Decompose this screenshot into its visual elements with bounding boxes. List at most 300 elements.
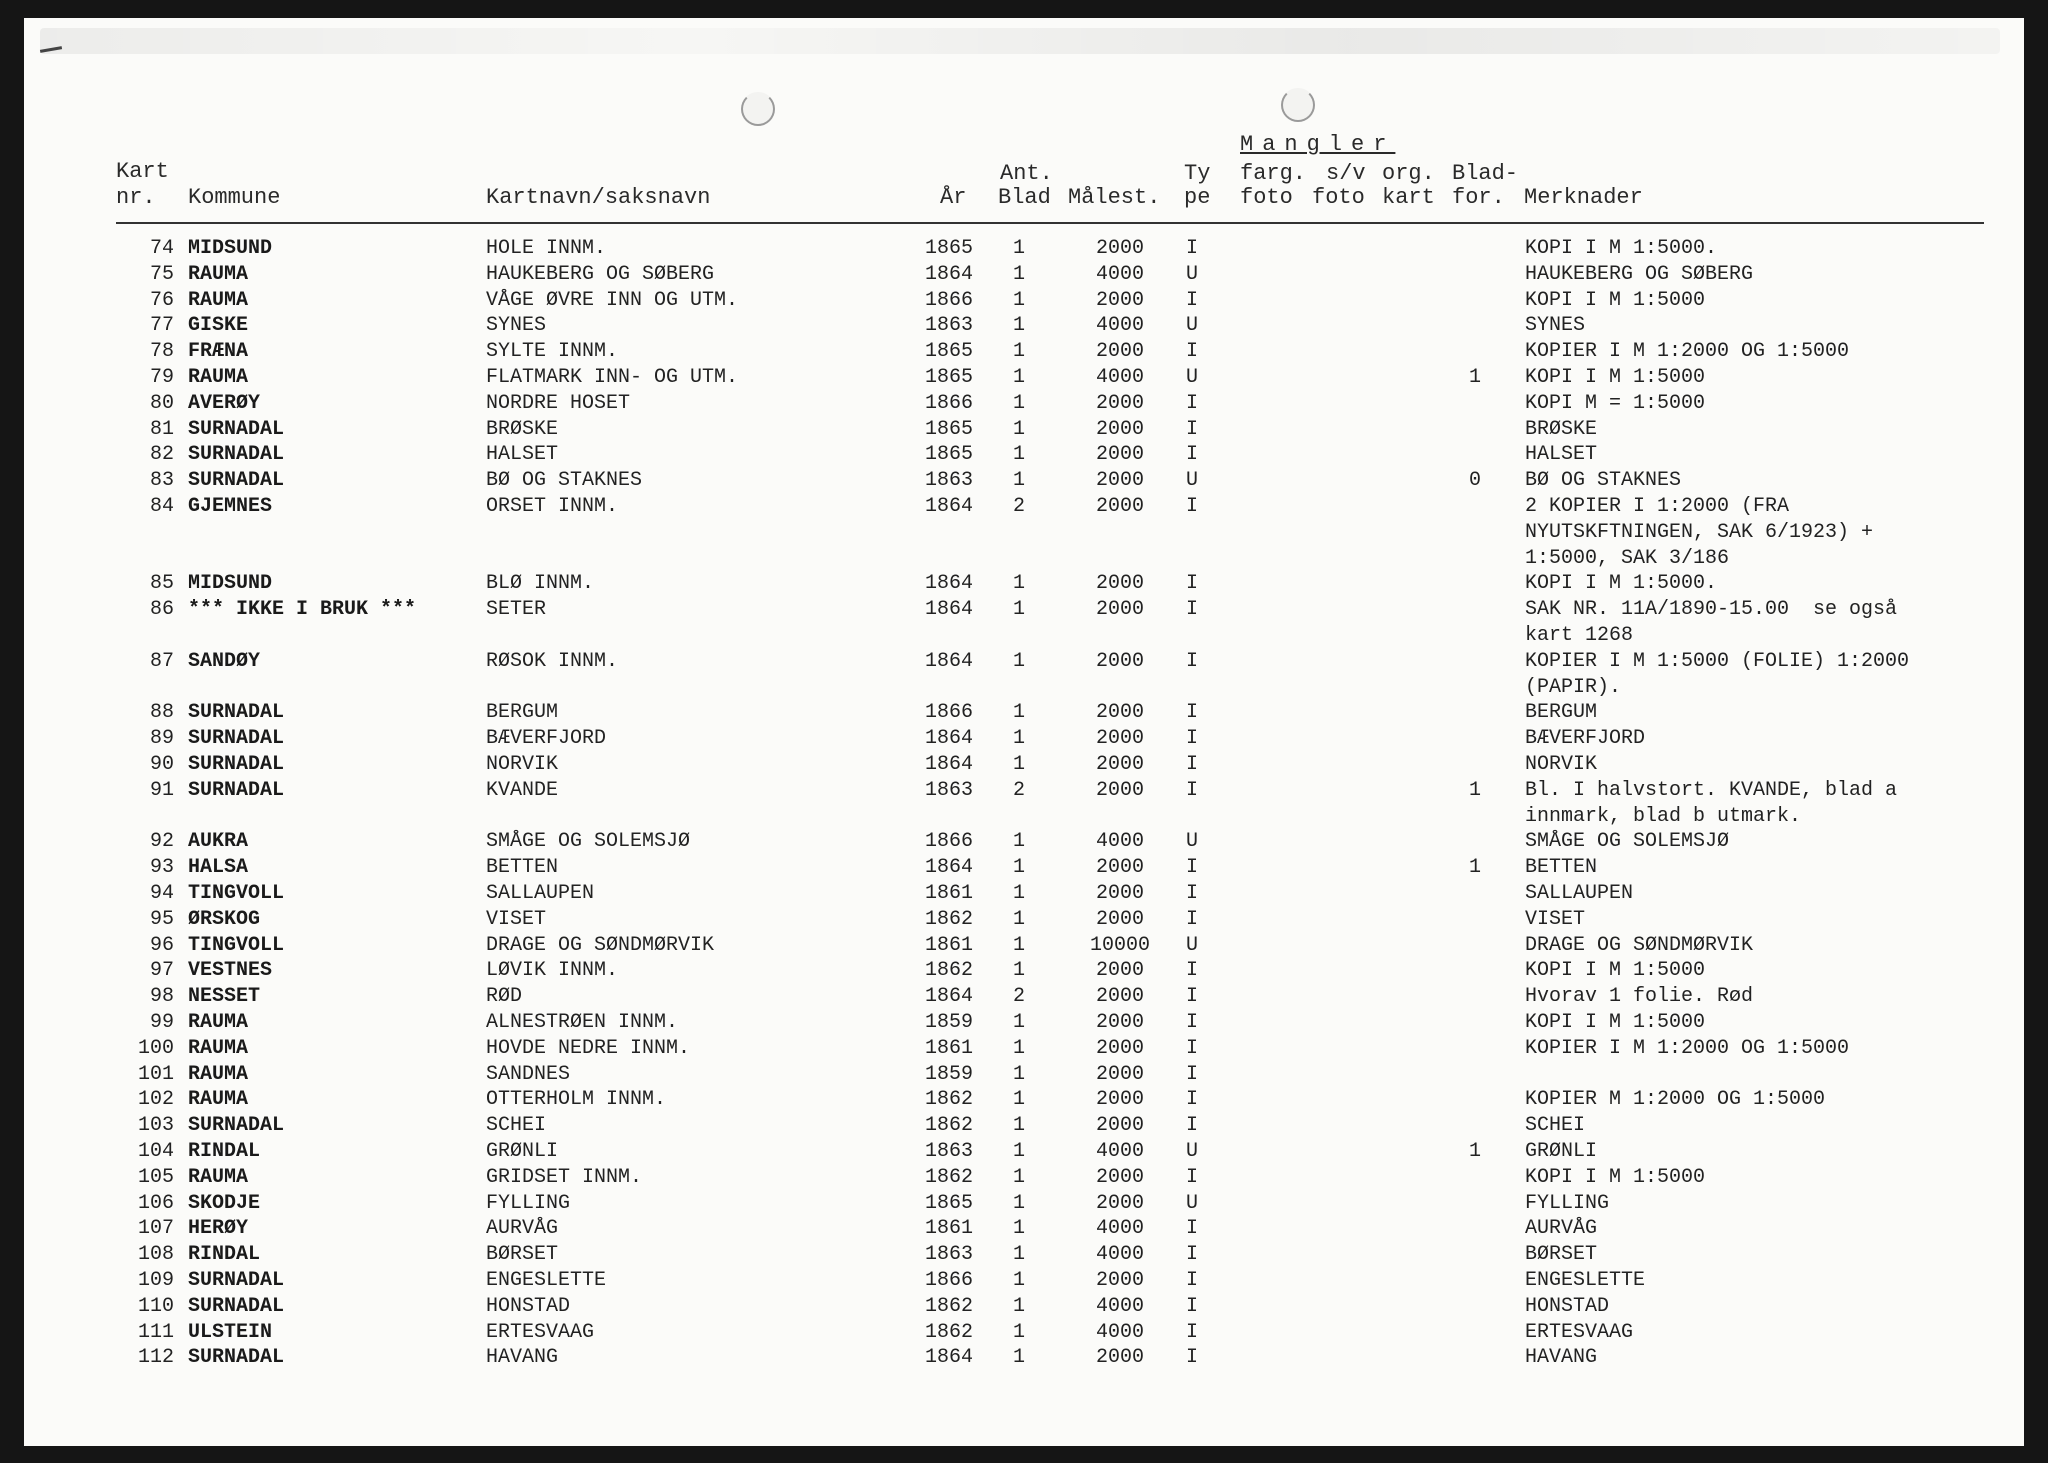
malestokk-cell: 2000 xyxy=(1095,1166,1144,1189)
merknad-line: HALSET xyxy=(1525,443,1598,466)
kommune-cell: RAUMA xyxy=(188,263,249,286)
type-cell: I xyxy=(1185,856,1198,879)
kartnavn-cell: ORSET INNM. xyxy=(486,495,619,518)
merknad-line: ERTESVAAG xyxy=(1525,1321,1634,1344)
ant-blad-cell: 1 xyxy=(1012,289,1025,312)
kommune-cell: HALSA xyxy=(188,856,249,879)
type-cell: I xyxy=(1185,779,1198,802)
col-type-line1: Ty xyxy=(1184,161,1211,186)
kartnavn-cell: BERGUM xyxy=(486,701,559,724)
kartnavn-cell: AURVÅG xyxy=(486,1217,559,1240)
kommune-cell: ØRSKOG xyxy=(188,908,261,931)
kommune-cell: RINDAL xyxy=(188,1140,261,1163)
table-row xyxy=(0,958,2048,984)
type-cell: I xyxy=(1185,753,1198,776)
kartnavn-cell: NORVIK xyxy=(486,753,559,776)
table-row xyxy=(0,468,2048,494)
merknad-line: 1:5000, SAK 3/186 xyxy=(1525,547,1730,570)
merknad-line: KOPI I M 1:5000 xyxy=(1525,959,1706,982)
aar-cell: 1862 xyxy=(925,1321,974,1344)
malestokk-cell: 4000 xyxy=(1095,263,1144,286)
kartnavn-cell: LØVIK INNM. xyxy=(486,959,619,982)
col-blad-for-line2: for. xyxy=(1452,185,1505,210)
kommune-cell: SURNADAL xyxy=(188,779,285,802)
type-cell: I xyxy=(1185,1088,1198,1111)
aar-cell: 1859 xyxy=(925,1063,974,1086)
kartnavn-cell: ALNESTRØEN INNM. xyxy=(486,1011,679,1034)
punch-hole-right xyxy=(1281,88,1315,122)
kommune-cell: SURNADAL xyxy=(188,701,285,724)
kartnavn-cell: HONSTAD xyxy=(486,1295,571,1318)
table-row xyxy=(0,1062,2048,1088)
ant-blad-cell: 1 xyxy=(1012,263,1025,286)
kart-nr-cell: 105 xyxy=(137,1166,174,1189)
merknad-line: 2 KOPIER I 1:2000 (FRA xyxy=(1525,495,1790,518)
ant-blad-cell: 1 xyxy=(1012,1295,1025,1318)
aar-cell: 1864 xyxy=(925,856,974,879)
kart-nr-cell: 84 xyxy=(149,495,174,518)
ant-blad-cell: 1 xyxy=(1012,1217,1025,1240)
type-cell: I xyxy=(1185,959,1198,982)
type-cell: U xyxy=(1185,469,1198,492)
col-kart-nr-line2: nr. xyxy=(116,185,156,210)
malestokk-cell: 4000 xyxy=(1095,1295,1144,1318)
aar-cell: 1866 xyxy=(925,830,974,853)
kommune-cell: RAUMA xyxy=(188,1037,249,1060)
malestokk-cell: 2000 xyxy=(1095,779,1144,802)
kartnavn-cell: RØSOK INNM. xyxy=(486,650,619,673)
kart-nr-cell: 106 xyxy=(137,1192,174,1215)
kart-nr-cell: 93 xyxy=(149,856,174,879)
col-sv-foto-line1: s/v xyxy=(1326,161,1366,186)
type-cell: I xyxy=(1185,1166,1198,1189)
kartnavn-cell: GRØNLI xyxy=(486,1140,559,1163)
blad-for-cell: 1 xyxy=(1468,779,1481,802)
table-row xyxy=(0,1139,2048,1165)
col-type-line2: pe xyxy=(1184,185,1211,210)
ant-blad-cell: 1 xyxy=(1012,1114,1025,1137)
type-cell: I xyxy=(1185,572,1198,595)
ant-blad-cell: 1 xyxy=(1012,1166,1025,1189)
kartnavn-cell: ERTESVAAG xyxy=(486,1321,595,1344)
malestokk-cell: 4000 xyxy=(1095,1243,1144,1266)
malestokk-cell: 4000 xyxy=(1095,1217,1144,1240)
col-blad-for-line1: Blad- xyxy=(1452,161,1519,186)
ant-blad-cell: 1 xyxy=(1012,727,1025,750)
kommune-cell: RAUMA xyxy=(188,1166,249,1189)
table-row xyxy=(0,1320,2048,1346)
merknad-line: SMÅGE OG SOLEMSJØ xyxy=(1525,830,1730,853)
table-row xyxy=(0,649,2048,699)
kart-nr-cell: 103 xyxy=(137,1114,174,1137)
kart-nr-cell: 82 xyxy=(149,443,174,466)
col-org-kart-line2: kart xyxy=(1382,185,1435,210)
kartnavn-cell: SANDNES xyxy=(486,1063,571,1086)
kartnavn-cell: HOLE INNM. xyxy=(486,237,607,260)
malestokk-cell: 2000 xyxy=(1095,392,1144,415)
aar-cell: 1865 xyxy=(925,418,974,441)
ant-blad-cell: 1 xyxy=(1012,753,1025,776)
kart-nr-cell: 90 xyxy=(149,753,174,776)
kartnavn-cell: BRØSKE xyxy=(486,418,559,441)
aar-cell: 1863 xyxy=(925,779,974,802)
kart-nr-cell: 79 xyxy=(149,366,174,389)
table-row xyxy=(0,597,2048,647)
aar-cell: 1865 xyxy=(925,366,974,389)
col-merknader: Merknader xyxy=(1524,185,1643,210)
blad-for-cell: 0 xyxy=(1468,469,1481,492)
merknad-line: NORVIK xyxy=(1525,753,1598,776)
type-cell: I xyxy=(1185,1037,1198,1060)
kartnavn-cell: SYLTE INNM. xyxy=(486,340,619,363)
aar-cell: 1865 xyxy=(925,237,974,260)
aar-cell: 1864 xyxy=(925,753,974,776)
table-row xyxy=(0,1087,2048,1113)
kart-nr-cell: 86 xyxy=(149,598,174,621)
merknad-line: SYNES xyxy=(1525,314,1586,337)
kartnavn-cell: VISET xyxy=(486,908,547,931)
merknad-line: DRAGE OG SØNDMØRVIK xyxy=(1525,934,1754,957)
ant-blad-cell: 1 xyxy=(1012,908,1025,931)
ant-blad-cell: 2 xyxy=(1012,779,1025,802)
malestokk-cell: 2000 xyxy=(1095,340,1144,363)
ant-blad-cell: 1 xyxy=(1012,1140,1025,1163)
kommune-cell: GISKE xyxy=(188,314,249,337)
table-row xyxy=(0,752,2048,778)
table-row xyxy=(0,236,2048,262)
ant-blad-cell: 1 xyxy=(1012,1037,1025,1060)
col-org-kart-line1: org. xyxy=(1382,161,1435,186)
type-cell: U xyxy=(1185,830,1198,853)
kartnavn-cell: GRIDSET INNM. xyxy=(486,1166,643,1189)
blad-for-cell: 1 xyxy=(1468,856,1481,879)
ant-blad-cell: 1 xyxy=(1012,934,1025,957)
kart-nr-cell: 76 xyxy=(149,289,174,312)
merknad-line: NYUTSKFTNINGEN, SAK 6/1923) + xyxy=(1525,521,1874,544)
kommune-cell: SURNADAL xyxy=(188,443,285,466)
malestokk-cell: 2000 xyxy=(1095,443,1144,466)
ant-blad-cell: 1 xyxy=(1012,392,1025,415)
kart-nr-cell: 112 xyxy=(137,1346,174,1369)
malestokk-cell: 2000 xyxy=(1095,650,1144,673)
kartnavn-cell: BÆVERFJORD xyxy=(486,727,607,750)
ant-blad-cell: 1 xyxy=(1012,572,1025,595)
kommune-cell: RAUMA xyxy=(188,1063,249,1086)
ant-blad-cell: 1 xyxy=(1012,1321,1025,1344)
merknad-line: GRØNLI xyxy=(1525,1140,1598,1163)
kartnavn-cell: HAUKEBERG OG SØBERG xyxy=(486,263,715,286)
kommune-cell: SANDØY xyxy=(188,650,261,673)
ant-blad-cell: 1 xyxy=(1012,237,1025,260)
table-row xyxy=(0,494,2048,570)
table-row xyxy=(0,1345,2048,1371)
table-row xyxy=(0,1165,2048,1191)
kart-nr-cell: 80 xyxy=(149,392,174,415)
table-row xyxy=(0,391,2048,417)
merknad-line: FYLLING xyxy=(1525,1192,1610,1215)
merknad-line: HAVANG xyxy=(1525,1346,1598,1369)
kommune-cell: SURNADAL xyxy=(188,418,285,441)
merknad-line: KOPI I M 1:5000 xyxy=(1525,1166,1706,1189)
malestokk-cell: 2000 xyxy=(1095,469,1144,492)
table-row xyxy=(0,571,2048,597)
aar-cell: 1864 xyxy=(925,263,974,286)
kart-nr-cell: 107 xyxy=(137,1217,174,1240)
table-row xyxy=(0,933,2048,959)
type-cell: I xyxy=(1185,1011,1198,1034)
aar-cell: 1866 xyxy=(925,392,974,415)
kommune-cell: SURNADAL xyxy=(188,1269,285,1292)
merknad-line: KOPIER M 1:2000 OG 1:5000 xyxy=(1525,1088,1826,1111)
ant-blad-cell: 1 xyxy=(1012,314,1025,337)
kommune-cell: SURNADAL xyxy=(188,469,285,492)
kart-nr-cell: 89 xyxy=(149,727,174,750)
type-cell: I xyxy=(1185,908,1198,931)
kart-nr-cell: 88 xyxy=(149,701,174,724)
merknad-line: Bl. I halvstort. KVANDE, blad a xyxy=(1525,779,1898,802)
merknad-line: KOPI I M 1:5000 xyxy=(1525,289,1706,312)
col-farg-foto-line1: farg. xyxy=(1240,161,1307,186)
malestokk-cell: 2000 xyxy=(1095,1088,1144,1111)
blad-for-cell: 1 xyxy=(1468,366,1481,389)
ant-blad-cell: 1 xyxy=(1012,418,1025,441)
table-row xyxy=(0,1242,2048,1268)
merknad-line: kart 1268 xyxy=(1525,624,1634,647)
aar-cell: 1864 xyxy=(925,985,974,1008)
ant-blad-cell: 1 xyxy=(1012,830,1025,853)
kart-nr-cell: 102 xyxy=(137,1088,174,1111)
aar-cell: 1864 xyxy=(925,598,974,621)
malestokk-cell: 2000 xyxy=(1095,856,1144,879)
type-cell: I xyxy=(1185,1269,1198,1292)
merknad-line: BØRSET xyxy=(1525,1243,1598,1266)
kommune-cell: AVERØY xyxy=(188,392,261,415)
merknad-line: SCHEI xyxy=(1525,1114,1586,1137)
merknad-line: BERGUM xyxy=(1525,701,1598,724)
merknad-line: KOPI I M 1:5000. xyxy=(1525,572,1718,595)
aar-cell: 1864 xyxy=(925,727,974,750)
merknad-line: HAUKEBERG OG SØBERG xyxy=(1525,263,1754,286)
ant-blad-cell: 1 xyxy=(1012,1063,1025,1086)
type-cell: I xyxy=(1185,727,1198,750)
type-cell: I xyxy=(1185,1321,1198,1344)
table-row xyxy=(0,339,2048,365)
aar-cell: 1866 xyxy=(925,701,974,724)
merknad-line: VISET xyxy=(1525,908,1586,931)
table-row xyxy=(0,1294,2048,1320)
kartnavn-cell: SMÅGE OG SOLEMSJØ xyxy=(486,830,691,853)
kart-nr-cell: 85 xyxy=(149,572,174,595)
kart-nr-cell: 96 xyxy=(149,934,174,957)
malestokk-cell: 2000 xyxy=(1095,1192,1144,1215)
malestokk-cell: 2000 xyxy=(1095,598,1144,621)
ant-blad-cell: 1 xyxy=(1012,650,1025,673)
mangler-heading: Mangler xyxy=(1240,132,1396,157)
malestokk-cell: 2000 xyxy=(1095,908,1144,931)
kart-nr-cell: 100 xyxy=(137,1037,174,1060)
col-ant-blad-line2: Blad xyxy=(998,185,1051,210)
ant-blad-cell: 1 xyxy=(1012,856,1025,879)
ant-blad-cell: 1 xyxy=(1012,1192,1025,1215)
type-cell: I xyxy=(1185,443,1198,466)
malestokk-cell: 2000 xyxy=(1095,959,1144,982)
kart-nr-cell: 83 xyxy=(149,469,174,492)
kommune-cell: ULSTEIN xyxy=(188,1321,273,1344)
malestokk-cell: 2000 xyxy=(1095,882,1144,905)
kommune-cell: SURNADAL xyxy=(188,1295,285,1318)
aar-cell: 1865 xyxy=(925,443,974,466)
malestokk-cell: 2000 xyxy=(1095,1011,1144,1034)
aar-cell: 1863 xyxy=(925,314,974,337)
aar-cell: 1862 xyxy=(925,1166,974,1189)
kartnavn-cell: HOVDE NEDRE INNM. xyxy=(486,1037,691,1060)
ant-blad-cell: 1 xyxy=(1012,1088,1025,1111)
kart-nr-cell: 95 xyxy=(149,908,174,931)
merknad-line: BÆVERFJORD xyxy=(1525,727,1646,750)
kommune-cell: SURNADAL xyxy=(188,1346,285,1369)
kart-nr-cell: 104 xyxy=(137,1140,174,1163)
table-row xyxy=(0,417,2048,443)
kart-nr-cell: 110 xyxy=(137,1295,174,1318)
merknad-line: SAK NR. 11A/1890-15.00 se også xyxy=(1525,598,1898,621)
aar-cell: 1863 xyxy=(925,1140,974,1163)
table-row xyxy=(0,313,2048,339)
kart-nr-cell: 92 xyxy=(149,830,174,853)
table-row xyxy=(0,1191,2048,1217)
aar-cell: 1859 xyxy=(925,1011,974,1034)
ant-blad-cell: 1 xyxy=(1012,1346,1025,1369)
col-farg-foto-line2: foto xyxy=(1240,185,1293,210)
kommune-cell: SURNADAL xyxy=(188,753,285,776)
kartnavn-cell: BETTEN xyxy=(486,856,559,879)
table-row xyxy=(0,1036,2048,1062)
malestokk-cell: 2000 xyxy=(1095,1063,1144,1086)
type-cell: I xyxy=(1185,1114,1198,1137)
merknad-line: KOPI I M 1:5000 xyxy=(1525,1011,1706,1034)
malestokk-cell: 4000 xyxy=(1095,1140,1144,1163)
table-row xyxy=(0,881,2048,907)
kommune-cell: RAUMA xyxy=(188,289,249,312)
merknad-line: KOPIER I M 1:2000 OG 1:5000 xyxy=(1525,1037,1850,1060)
malestokk-cell: 2000 xyxy=(1095,727,1144,750)
col-malestokk: Målest. xyxy=(1068,185,1161,210)
aar-cell: 1866 xyxy=(925,289,974,312)
ant-blad-cell: 1 xyxy=(1012,882,1025,905)
table-row xyxy=(0,907,2048,933)
kommune-cell: RINDAL xyxy=(188,1243,261,1266)
type-cell: I xyxy=(1185,237,1198,260)
kommune-cell: TINGVOLL xyxy=(188,934,285,957)
ant-blad-cell: 1 xyxy=(1012,443,1025,466)
aar-cell: 1861 xyxy=(925,1217,974,1240)
kart-nr-cell: 91 xyxy=(149,779,174,802)
aar-cell: 1863 xyxy=(925,1243,974,1266)
malestokk-cell: 2000 xyxy=(1095,1346,1144,1369)
kart-nr-cell: 99 xyxy=(149,1011,174,1034)
type-cell: U xyxy=(1185,263,1198,286)
ant-blad-cell: 1 xyxy=(1012,340,1025,363)
kartnavn-cell: OTTERHOLM INNM. xyxy=(486,1088,667,1111)
kommune-cell: HERØY xyxy=(188,1217,249,1240)
aar-cell: 1864 xyxy=(925,572,974,595)
kartnavn-cell: SYNES xyxy=(486,314,547,337)
malestokk-cell: 2000 xyxy=(1095,495,1144,518)
col-kommune: Kommune xyxy=(188,185,281,210)
ant-blad-cell: 1 xyxy=(1012,598,1025,621)
col-kart-nr-line1: Kart xyxy=(116,159,169,184)
merknad-line: Hvorav 1 folie. Rød xyxy=(1525,985,1754,1008)
table-row xyxy=(0,365,2048,391)
kommune-cell: RAUMA xyxy=(188,1088,249,1111)
kommune-cell: AUKRA xyxy=(188,830,249,853)
merknad-line: KOPIER I M 1:5000 (FOLIE) 1:2000 xyxy=(1525,650,1910,673)
kommune-cell: SKODJE xyxy=(188,1192,261,1215)
merknad-line: BRØSKE xyxy=(1525,418,1598,441)
type-cell: U xyxy=(1185,1140,1198,1163)
kart-nr-cell: 109 xyxy=(137,1269,174,1292)
table-row xyxy=(0,262,2048,288)
kart-nr-cell: 77 xyxy=(149,314,174,337)
kartnavn-cell: ENGESLETTE xyxy=(486,1269,607,1292)
malestokk-cell: 2000 xyxy=(1095,1114,1144,1137)
malestokk-cell: 4000 xyxy=(1095,1321,1144,1344)
malestokk-cell: 2000 xyxy=(1095,1269,1144,1292)
aar-cell: 1864 xyxy=(925,495,974,518)
merknad-line: KOPI I M 1:5000. xyxy=(1525,237,1718,260)
kommune-cell: RAUMA xyxy=(188,366,249,389)
kartnavn-cell: NORDRE HOSET xyxy=(486,392,631,415)
kartnavn-cell: FYLLING xyxy=(486,1192,571,1215)
col-sv-foto-line2: foto xyxy=(1312,185,1365,210)
ant-blad-cell: 1 xyxy=(1012,959,1025,982)
table-row xyxy=(0,726,2048,752)
type-cell: I xyxy=(1185,1346,1198,1369)
kommune-cell: NESSET xyxy=(188,985,261,1008)
type-cell: I xyxy=(1185,701,1198,724)
col-ant-blad-line1: Ant. xyxy=(1000,161,1053,186)
aar-cell: 1866 xyxy=(925,1269,974,1292)
kommune-cell: TINGVOLL xyxy=(188,882,285,905)
kart-nr-cell: 97 xyxy=(149,959,174,982)
kartnavn-cell: KVANDE xyxy=(486,779,559,802)
kommune-cell: RAUMA xyxy=(188,1011,249,1034)
merknad-line: ENGESLETTE xyxy=(1525,1269,1646,1292)
malestokk-cell: 2000 xyxy=(1095,289,1144,312)
merknad-line: innmark, blad b utmark. xyxy=(1525,805,1802,828)
malestokk-cell: 2000 xyxy=(1095,418,1144,441)
kommune-cell: SURNADAL xyxy=(188,727,285,750)
type-cell: U xyxy=(1185,934,1198,957)
kommune-cell: MIDSUND xyxy=(188,572,273,595)
kommune-cell: *** IKKE I BRUK *** xyxy=(188,598,417,621)
scan-shadow xyxy=(40,28,2000,54)
aar-cell: 1862 xyxy=(925,959,974,982)
malestokk-cell: 4000 xyxy=(1095,830,1144,853)
type-cell: I xyxy=(1185,340,1198,363)
merknad-line: BØ OG STAKNES xyxy=(1525,469,1682,492)
ant-blad-cell: 1 xyxy=(1012,1243,1025,1266)
table-row xyxy=(0,442,2048,468)
malestokk-cell: 2000 xyxy=(1095,237,1144,260)
kart-nr-cell: 101 xyxy=(137,1063,174,1086)
type-cell: I xyxy=(1185,392,1198,415)
table-row xyxy=(0,1113,2048,1139)
merknad-line: KOPIER I M 1:2000 OG 1:5000 xyxy=(1525,340,1850,363)
type-cell: I xyxy=(1185,650,1198,673)
kart-nr-cell: 75 xyxy=(149,263,174,286)
aar-cell: 1862 xyxy=(925,1114,974,1137)
kommune-cell: FRÆNA xyxy=(188,340,249,363)
